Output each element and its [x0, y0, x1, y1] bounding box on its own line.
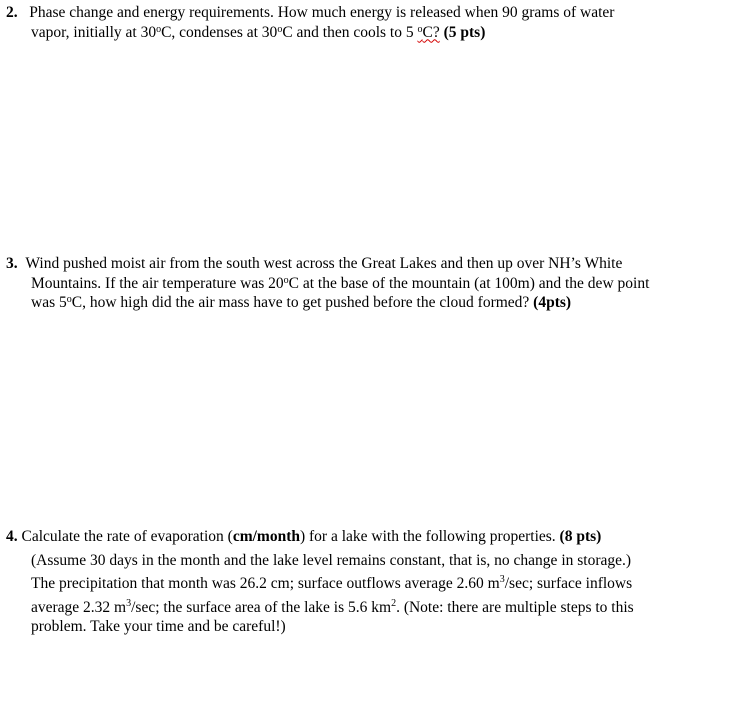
question-4-text-3a: The precipitation that month was 26.2 cm; surface outflows average 2.60 m	[31, 575, 500, 592]
question-4-text-1a: Calculate the rate of evaporation (	[21, 528, 233, 545]
question-4-text-4b: /sec; the surface area of the lake is 5.6 km	[131, 598, 392, 616]
question-2-points: (5 pts)	[443, 23, 486, 41]
question-2-line-1	[0, 3, 722, 23]
question-4-text-2: (Assume 30 days in the month and the lake level remains constant, that is, no change in storage.)	[31, 551, 632, 569]
question-2-text-1: Phase change and energy requirements. How much energy is released when 90 grams of water	[29, 4, 615, 21]
question-3-text-3b: C, how high did the air mass have to get pushed before the cloud formed?	[71, 294, 534, 311]
question-2-text-2b: C, condenses at 30	[161, 23, 278, 41]
question-2-text-2c: C and then cools to 5	[282, 23, 418, 41]
question-4-text-3b: /sec; surface inflows	[504, 575, 633, 592]
spelling-error-mark	[418, 24, 440, 41]
question-2-text-err: C?	[422, 23, 440, 41]
degree-symbol: o	[277, 23, 283, 35]
question-4	[0, 525, 722, 639]
question-3-points: (4pts)	[533, 294, 572, 311]
superscript-3: 3	[499, 574, 505, 585]
question-3-text-3a: was 5	[31, 294, 67, 311]
degree-symbol: o	[417, 23, 423, 35]
question-4-text-4a: average 2.32 m	[31, 598, 127, 616]
question-2-text-2a: vapor, initially at 30	[31, 23, 157, 41]
question-2-line-2	[0, 23, 722, 43]
question-4-number: 4.	[6, 528, 18, 545]
question-3	[0, 254, 722, 313]
question-4-line-3	[0, 572, 722, 596]
question-4-points: (8 pts)	[559, 528, 602, 545]
degree-symbol: o	[66, 294, 72, 305]
question-4-line-2	[0, 549, 722, 573]
question-3-text-1: Wind pushed moist air from the south west across the Great Lakes and then up over NH’s White	[25, 255, 623, 272]
question-3-number: 3.	[6, 255, 18, 272]
question-4-text-5: problem. Take your time and be careful!)	[31, 618, 286, 635]
question-3-line-2	[0, 274, 722, 294]
question-2-number: 2.	[6, 4, 18, 21]
question-3-text-2b: C at the base of the mountain (at 100m) and the dew point	[288, 274, 650, 292]
question-2	[0, 3, 722, 42]
superscript-3: 3	[126, 597, 132, 609]
question-3-line-3	[0, 293, 722, 313]
degree-symbol: o	[156, 23, 162, 35]
degree-symbol: o	[283, 274, 289, 286]
question-4-text-1b: ) for a lake with the following properties.	[299, 528, 560, 545]
question-4-unit: cm/month	[232, 528, 300, 545]
question-3-text-2a: Mountains. If the air temperature was 20	[31, 274, 284, 292]
superscript-2: 2	[391, 597, 397, 609]
question-4-line-1	[0, 525, 722, 549]
question-3-line-1	[0, 254, 722, 274]
question-4-text-4c: . (Note: there are multiple steps to this	[396, 598, 634, 616]
